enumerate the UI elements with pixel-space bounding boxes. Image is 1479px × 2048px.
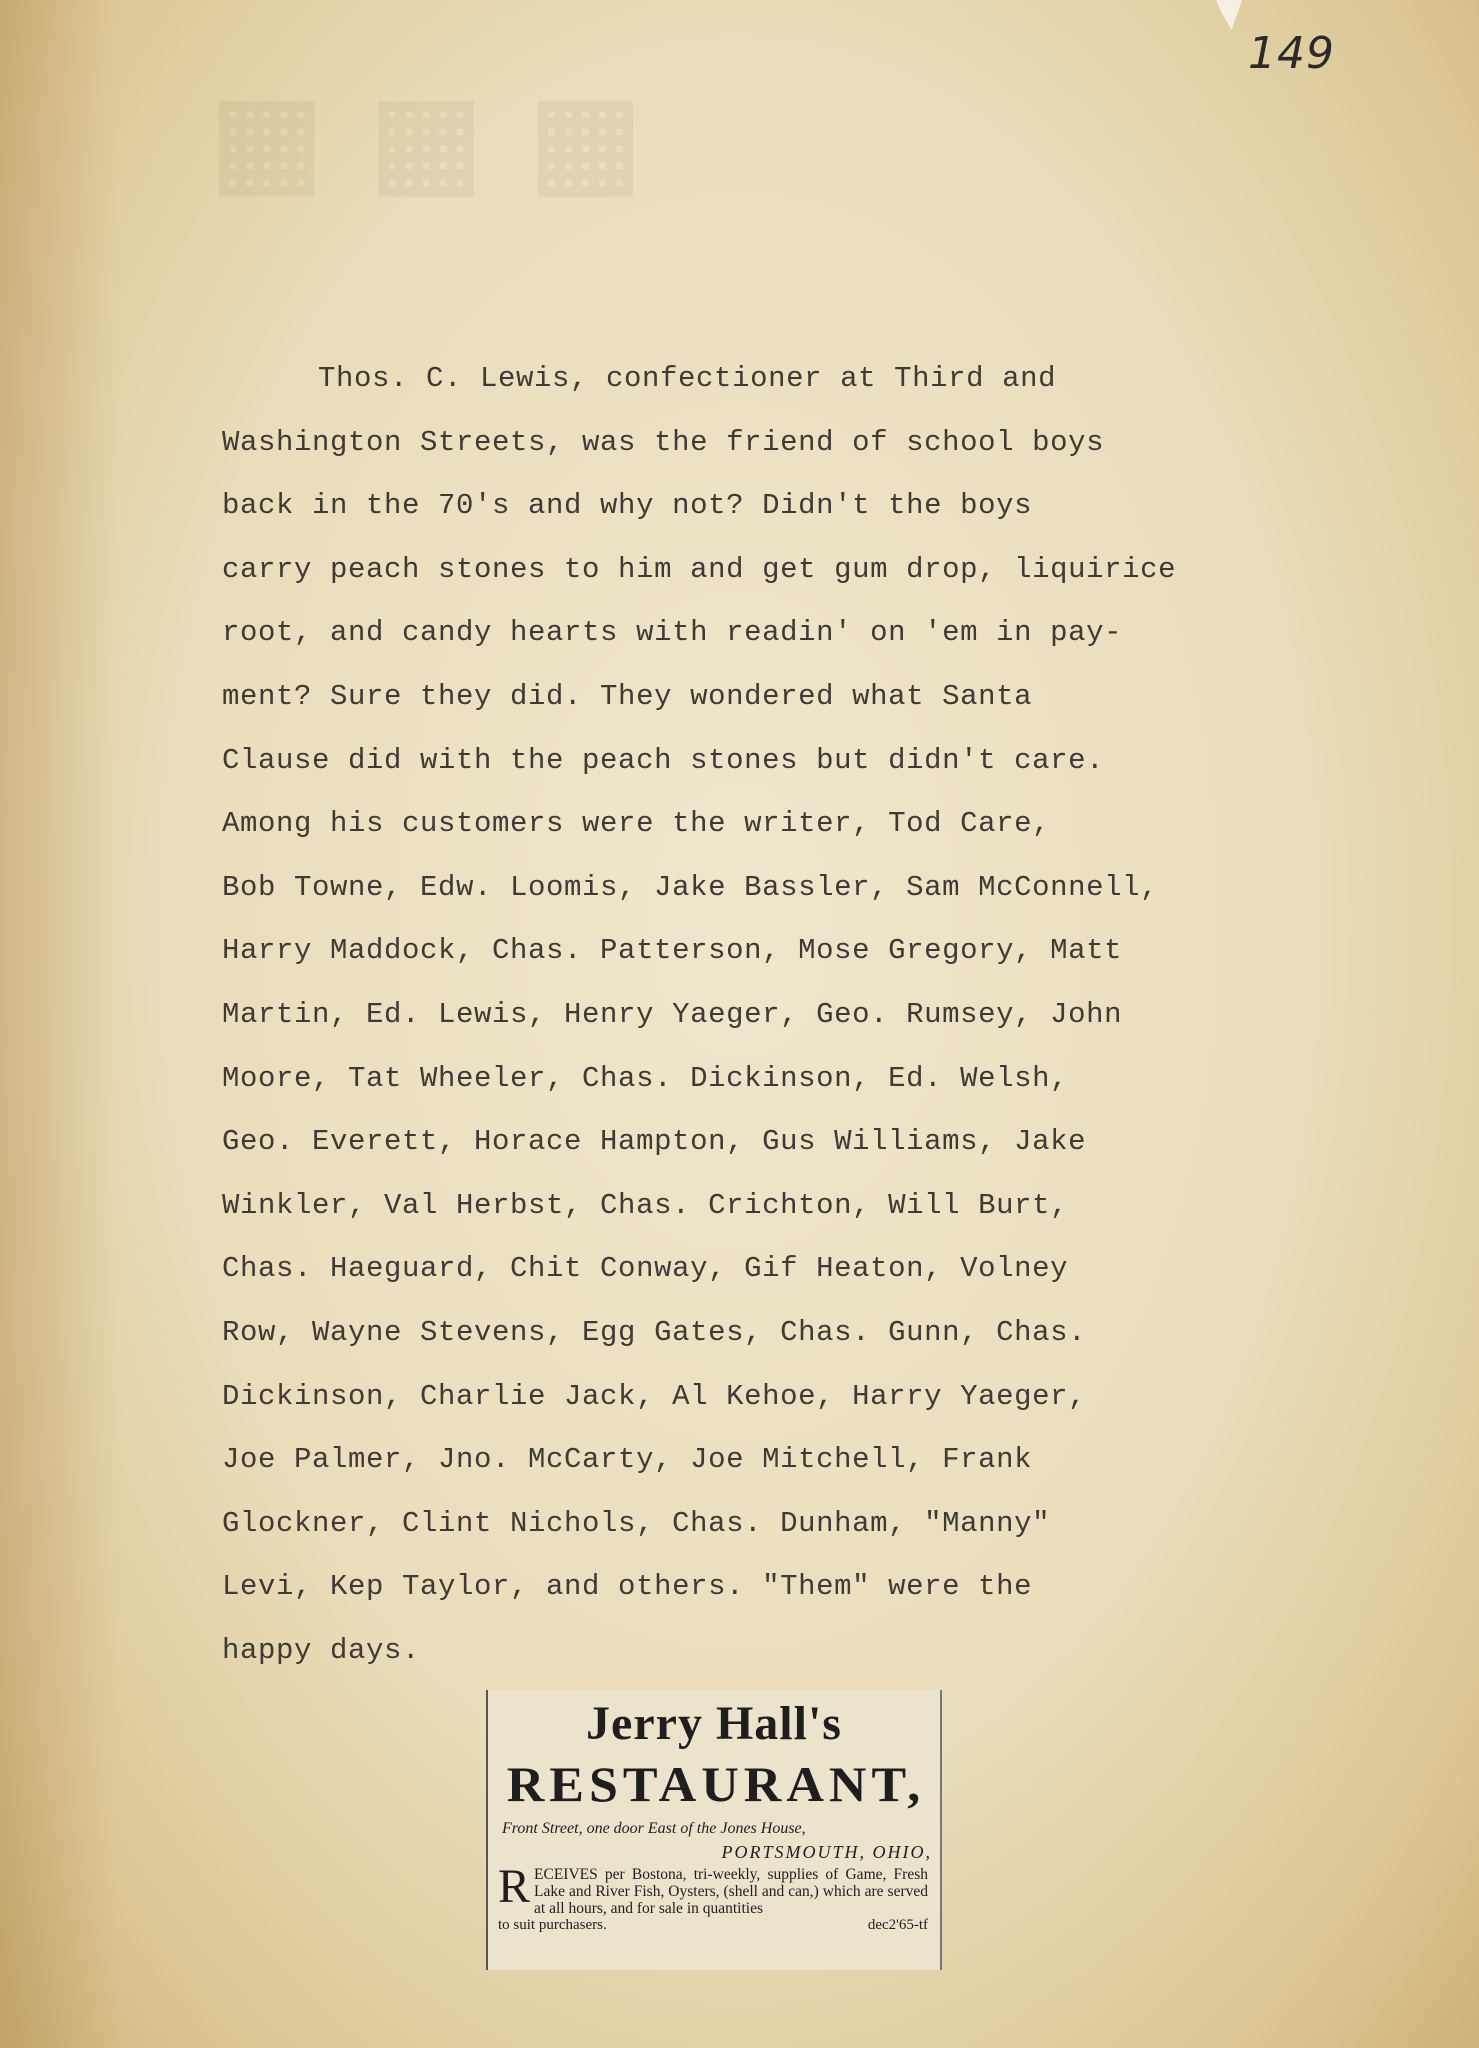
typed-line: Washington Streets, was the friend of school boys <box>222 425 1105 459</box>
typed-line: Levi, Kep Taylor, and others. "Them" were the <box>222 1570 1033 1604</box>
clipping-footer-left: to suit purchasers. <box>498 1917 607 1933</box>
page-number: 149 <box>1248 28 1335 79</box>
clipping-dropcap: R <box>498 1860 531 1913</box>
clipping-footer-right: dec2'65-tf <box>867 1917 928 1933</box>
typed-line: Among his customers were the writer, Tod Care, <box>222 807 1051 841</box>
torn-corner <box>1216 0 1242 30</box>
typed-line: Row, Wayne Stevens, Egg Gates, Chas. Gunn, Chas. <box>222 1316 1087 1349</box>
typed-line: carry peach stones to him and get gum drop, liquirice <box>222 552 1177 586</box>
clipping-subtitle: RESTAURANT, <box>506 1758 926 1813</box>
typed-line: ment? Sure they did. They wondered what Santa <box>222 680 1033 713</box>
typed-line: happy days. <box>222 1634 421 1667</box>
clipping-body <box>498 1860 928 1934</box>
typed-line: Geo. Everett, Horace Hampton, Gus Williams, Jake <box>222 1125 1087 1159</box>
clipping-footer <box>498 1917 928 1934</box>
typed-line: Bob Towne, Edw. Loomis, Jake Bassler, Sam McConnell, <box>222 870 1159 904</box>
typed-line: Glockner, Clint Nichols, Chas. Dunham, "Manny" <box>222 1506 1051 1540</box>
typed-line: Joe Palmer, Jno. McCarty, Joe Mitchell, Frank <box>222 1443 1033 1477</box>
bleed-through-text: ▦ ▦ ▦ <box>210 73 651 206</box>
clipping-title: Jerry Hall's <box>586 1697 842 1750</box>
typed-line: Martin, Ed. Lewis, Henry Yaeger, Geo. Rumsey, John <box>222 998 1123 1031</box>
typed-line: root, and candy hearts with readin' on 'em in pay- <box>222 616 1123 650</box>
clipping-city: PORTSMOUTH, OHIO, <box>721 1842 932 1862</box>
page-edge-shadow <box>0 0 120 2048</box>
typed-line: Moore, Tat Wheeler, Chas. Dickinson, Ed. Welsh, <box>222 1061 1069 1095</box>
typed-line: back in the 70's and why not? Didn't the boys <box>222 489 1033 523</box>
typed-line: Winkler, Val Herbst, Chas. Crichton, Will Burt, <box>222 1188 1069 1222</box>
newspaper-clipping <box>486 1690 942 1970</box>
clipping-body-text: ECEIVES per Bostona, tri-weekly, supplies of Game, Fresh Lake and River Fish, Oysters, (shell and can,) which are served at all hours, and for sale in quantities <box>534 1866 928 1917</box>
typed-line: Clause did with the peach stones but didn't care. <box>222 743 1105 777</box>
typed-line: Thos. C. Lewis, confectioner at Third and <box>318 362 1057 395</box>
clipping-address: Front Street, one door East of the Jones House, <box>502 1820 806 1837</box>
typed-line: Chas. Haeguard, Chit Conway, Gif Heaton, Volney <box>222 1252 1069 1286</box>
typed-line: Harry Maddock, Chas. Patterson, Mose Gregory, Matt <box>222 934 1123 968</box>
typed-line: Dickinson, Charlie Jack, Al Kehoe, Harry Yaeger, <box>222 1379 1087 1413</box>
